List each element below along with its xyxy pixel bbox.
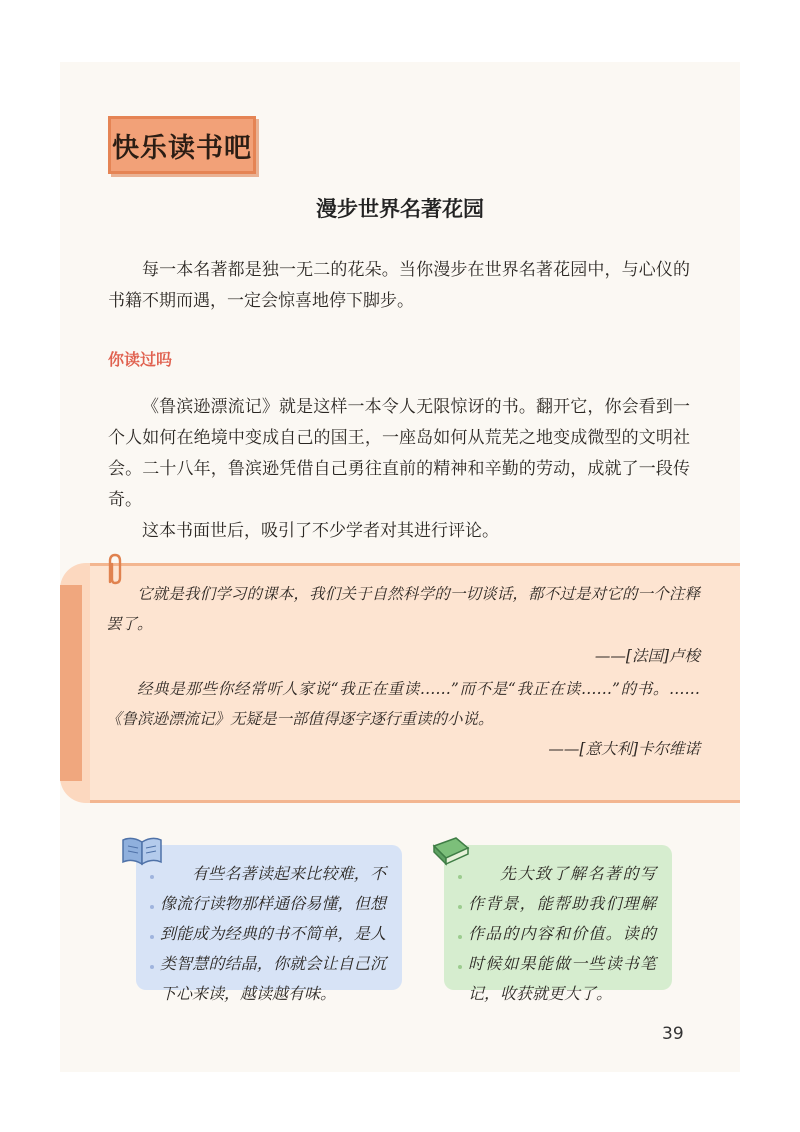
closed-book-icon <box>428 832 472 868</box>
note-bullet <box>150 875 154 879</box>
note-bullet <box>458 905 462 909</box>
note-card-green <box>444 845 672 1003</box>
note-card-blue <box>136 845 402 1003</box>
quote-source-1: ——[法国]卢梭 <box>594 647 700 665</box>
note-bullet <box>150 905 154 909</box>
quote-text-2: 经典是那些你经常听人家说“我正在重读……”而不是“我正在读……”的书。……《鲁滨逊漂流记》无疑是一部值得逐字逐行重读的小说。 <box>106 680 700 728</box>
note-bullet <box>150 965 154 969</box>
note-text-1: 有些名著读起来比较难，不像流行读物那样通俗易懂，但想到能成为经典的书不简单，是人类智慧的结晶，你就会让自己沉下心来读，越读越有味。 <box>160 864 386 1003</box>
note-bullet <box>458 965 462 969</box>
body-paragraph-2: 这本书面世后，吸引了不少学者对其进行评论。 <box>142 521 499 541</box>
intro-paragraph: 每一本名著都是独一无二的花朵。当你漫步在世界名著花园中，与心仪的书籍不期而遇，一定会惊喜地停下脚步。 <box>108 260 690 311</box>
page-number: 39 <box>662 1024 684 1044</box>
open-book-icon <box>120 832 164 868</box>
subheading: 你读过吗 <box>108 350 173 369</box>
note-bullet <box>458 935 462 939</box>
quote-source-2: ——[意大利]卡尔维诺 <box>548 740 700 758</box>
page-title: 漫步世界名著花园 <box>316 197 484 221</box>
body-paragraph-1: 《鲁滨逊漂流记》就是这样一本令人无限惊讶的书。翻开它，你会看到一个人如何在绝境中变成自己的国王，一座岛如何从荒芜之地变成微型的文明社会。二十八年，鲁滨逊凭借自己勇往直前的精神和辛勤的劳动，成就了一段传奇。 <box>108 397 690 510</box>
note-bullet <box>150 935 154 939</box>
note-bullet <box>458 875 462 879</box>
quote-box-stripe <box>60 585 82 781</box>
quote-text-1: 它就是我们学习的课本，我们关于自然科学的一切谈话，都不过是对它的一个注释罢了。 <box>106 585 700 633</box>
note-text-2: 先大致了解名著的写作背景，能帮助我们理解作品的内容和价值。读的时候如果能做一些读书笔记，收获就更大了。 <box>468 864 656 1003</box>
section-tag: 快乐读书吧 <box>108 116 256 174</box>
